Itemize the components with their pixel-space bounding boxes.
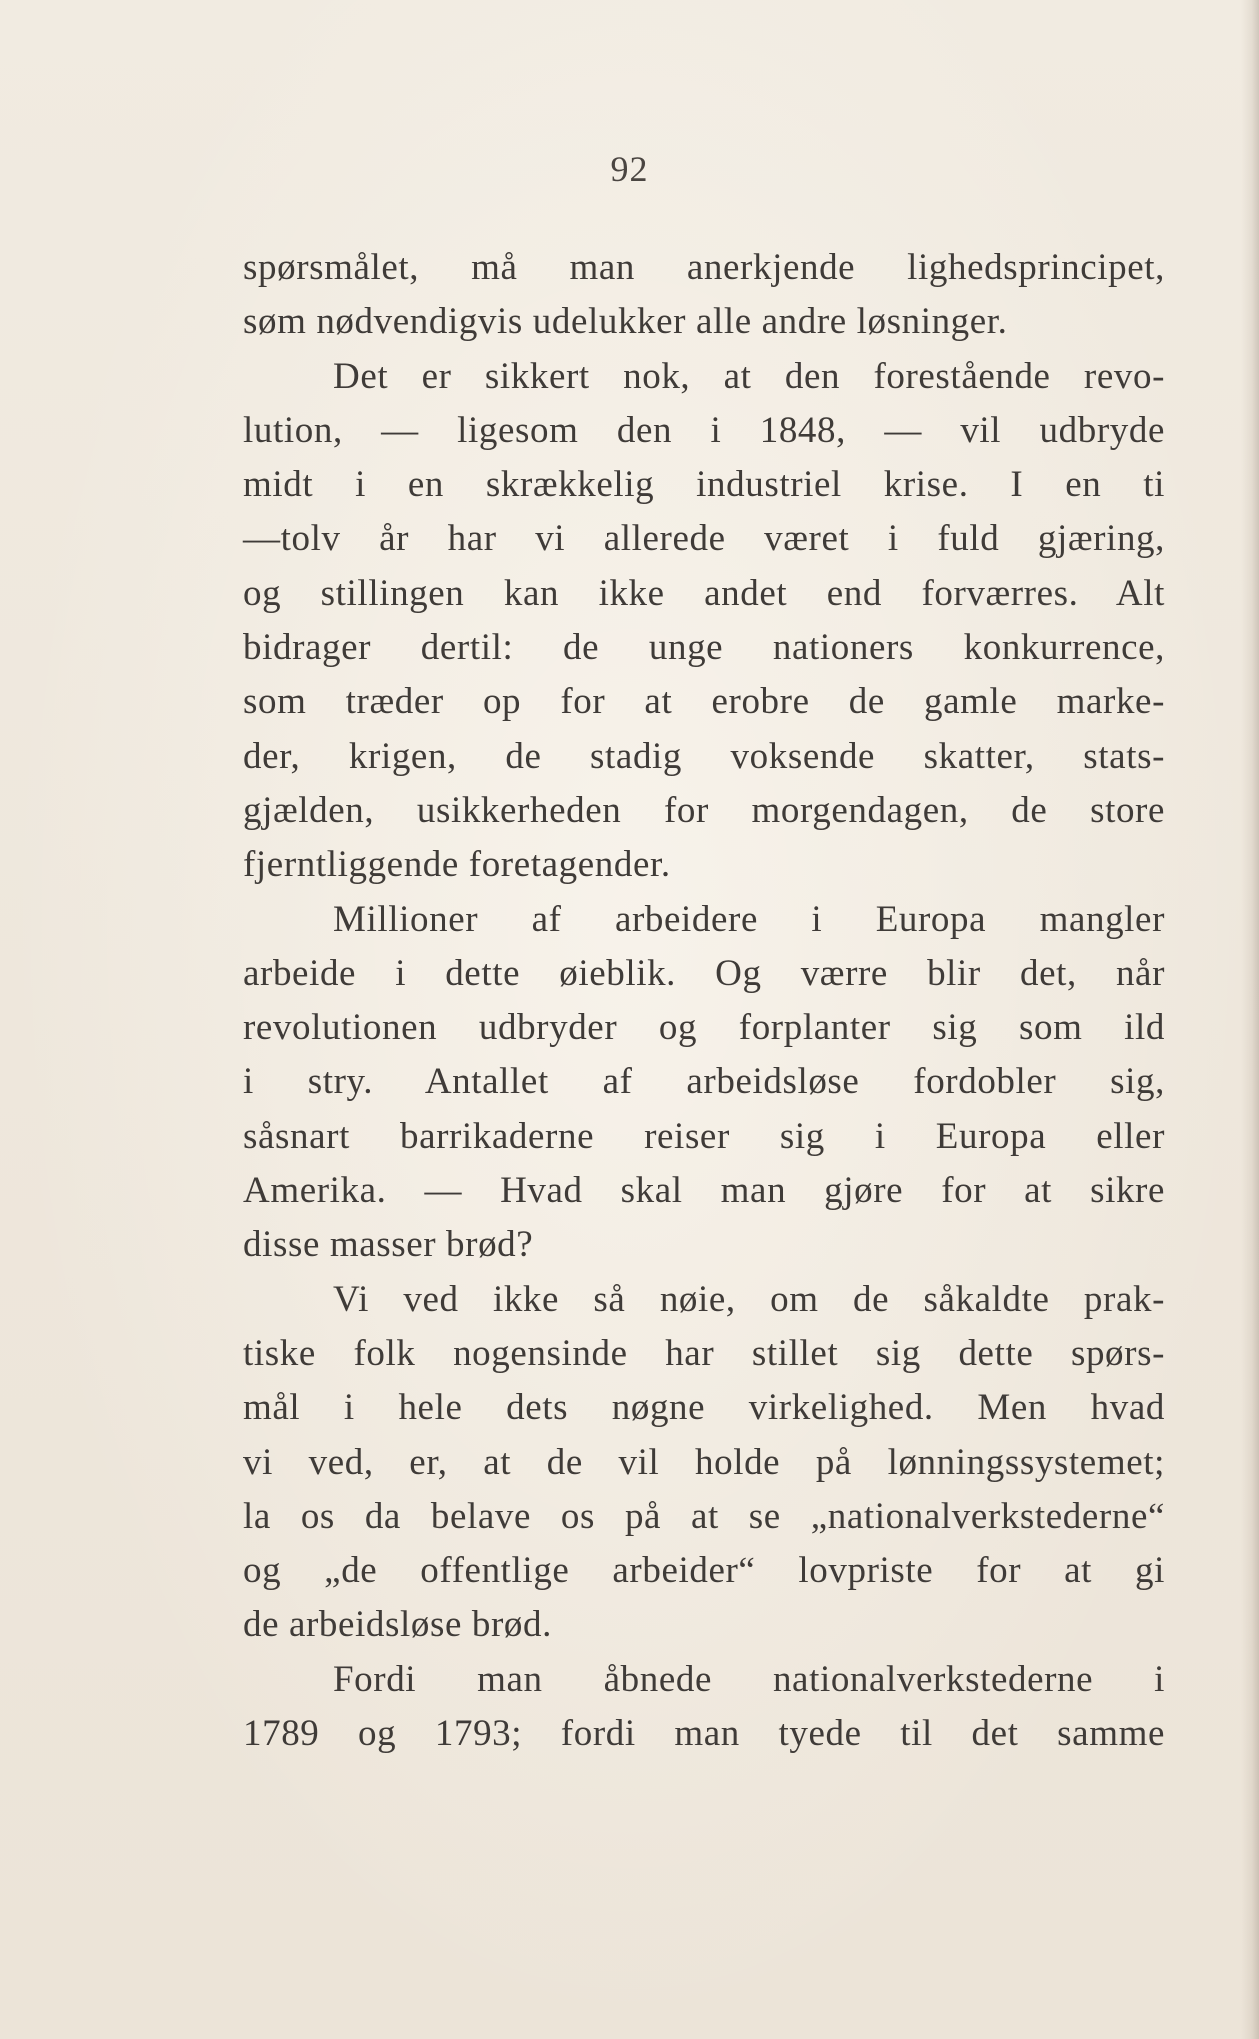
- text-line: gjælden, usikkerheden for morgendagen, de store: [243, 789, 1165, 831]
- text-line: Vi ved ikke så nøie, om de såkaldte prak-: [333, 1278, 1165, 1320]
- text-line: revolutionen udbryder og forplanter sig som ild: [243, 1007, 1165, 1049]
- body-text: [243, 241, 1165, 1761]
- page-edge-shadow: [1241, 0, 1259, 2039]
- text-line: Amerika. — Hvad skal man gjøre for at sikre: [243, 1170, 1165, 1212]
- text-line: spørsmålet, må man anerkjende lighedsprincipet,: [243, 247, 1165, 288]
- text-line: såsnart barrikaderne reiser sig i Europa eller: [243, 1115, 1165, 1157]
- text-line: tiske folk nogensinde har stillet sig dette spørs-: [243, 1332, 1165, 1374]
- text-line: Det er sikkert nok, at den forestående revo-: [333, 355, 1165, 397]
- text-line: søm nødvendigvis udelukker alle andre løsninger.: [243, 301, 1008, 343]
- text-line: —tolv år har vi allerede været i fuld gjæring,: [243, 518, 1165, 560]
- text-line: bidrager dertil: de unge nationers konkurrence,: [243, 627, 1165, 669]
- text-line: midt i en skrækkelig industriel krise. I en ti: [243, 464, 1165, 506]
- text-line: og stillingen kan ikke andet end forværres. Alt: [243, 572, 1165, 614]
- text-line: 1789 og 1793; fordi man tyede til det samme: [243, 1713, 1165, 1755]
- text-line: i stry. Antallet af arbeidsløse fordobler sig,: [243, 1061, 1165, 1103]
- text-line: vi ved, er, at de vil holde på lønningssystemet;: [243, 1441, 1165, 1483]
- text-line: arbeide i dette øieblik. Og værre blir det, når: [243, 952, 1165, 994]
- text-line: la os da belave os på at se „nationalverkstederne“: [243, 1495, 1165, 1537]
- text-line: som træder op for at erobre de gamle marke-: [243, 681, 1165, 723]
- text-line: mål i hele dets nøgne virkelighed. Men hvad: [243, 1387, 1165, 1429]
- text-line: disse masser brød?: [243, 1224, 534, 1266]
- text-line: der, krigen, de stadig voksende skatter, stats-: [243, 735, 1165, 777]
- text-line: fjerntliggende foretagender.: [243, 844, 671, 886]
- text-line: de arbeidsløse brød.: [243, 1604, 552, 1646]
- text-line: Fordi man åbnede nationalverkstederne i: [333, 1658, 1165, 1700]
- text-line: Millioner af arbeidere i Europa mangler: [333, 898, 1165, 940]
- text-line: lution, — ligesom den i 1848, — vil udbryde: [243, 409, 1165, 451]
- text-line: og „de offentlige arbeider“ lovpriste for at gi: [243, 1550, 1165, 1592]
- page-number: 92: [610, 149, 649, 189]
